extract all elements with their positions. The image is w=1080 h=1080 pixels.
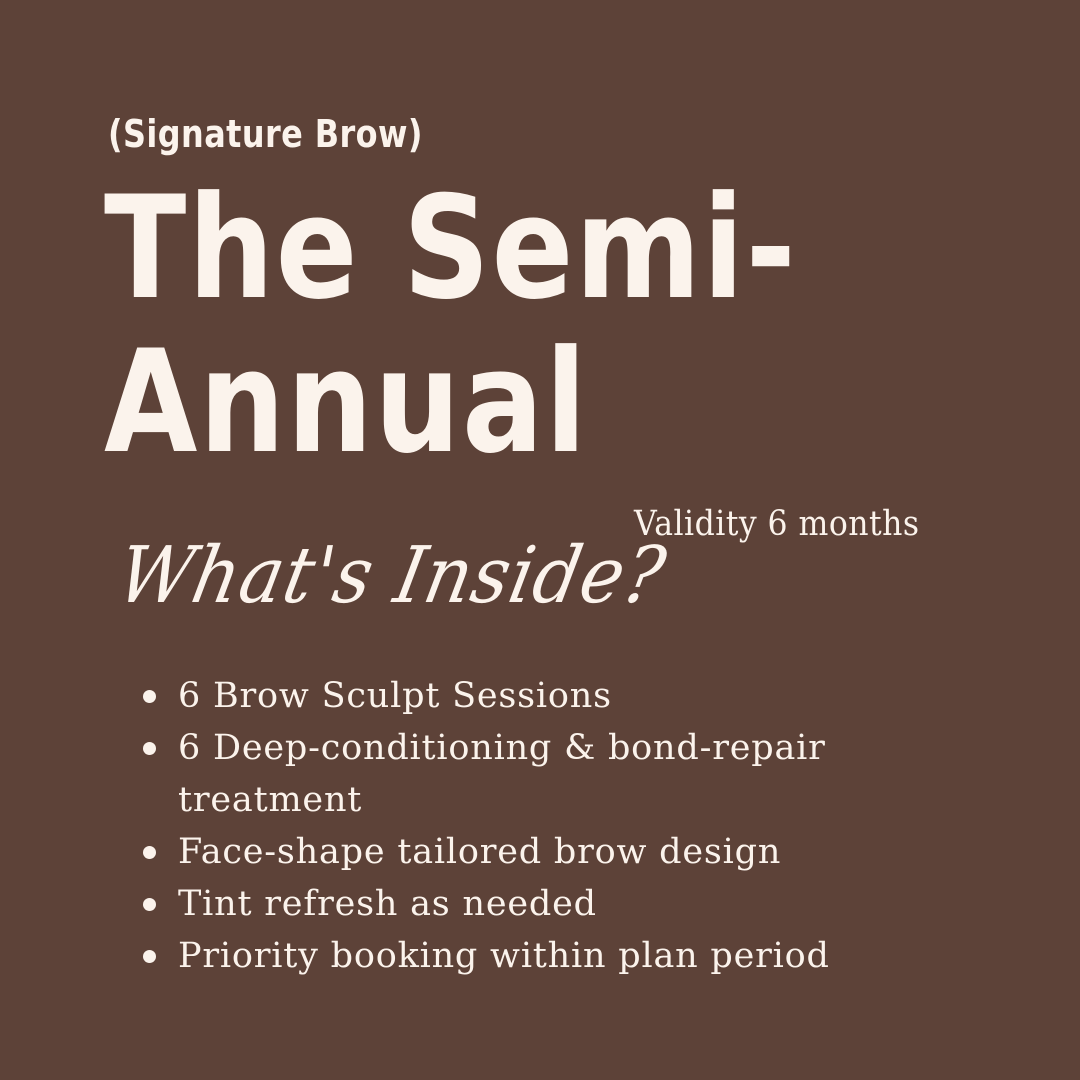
package-title-line-1: The Semi- (104, 166, 798, 331)
benefit-item (178, 826, 1008, 878)
whats-inside-heading: What's Inside? (110, 531, 673, 621)
benefit-text-line-2: treatment (178, 780, 363, 820)
benefit-item (178, 878, 1008, 930)
package-benefits-list (178, 670, 1008, 982)
benefit-text: Priority booking within plan period (178, 936, 830, 976)
package-title (104, 166, 798, 485)
benefit-text: Face-shape tailored brow design (178, 832, 782, 872)
benefit-text: Tint refresh as needed (178, 884, 597, 924)
benefit-item (178, 670, 1008, 722)
benefit-text: 6 Brow Sculpt Sessions (178, 676, 612, 716)
benefit-item (178, 722, 1008, 826)
benefit-item (178, 930, 1008, 982)
package-subtitle: (Signature Brow) (108, 112, 423, 156)
package-title-line-2: Annual (104, 320, 589, 485)
benefit-text-line-1: 6 Deep-conditioning & bond-repair (178, 728, 826, 768)
validity-note: Validity 6 months (634, 504, 920, 544)
